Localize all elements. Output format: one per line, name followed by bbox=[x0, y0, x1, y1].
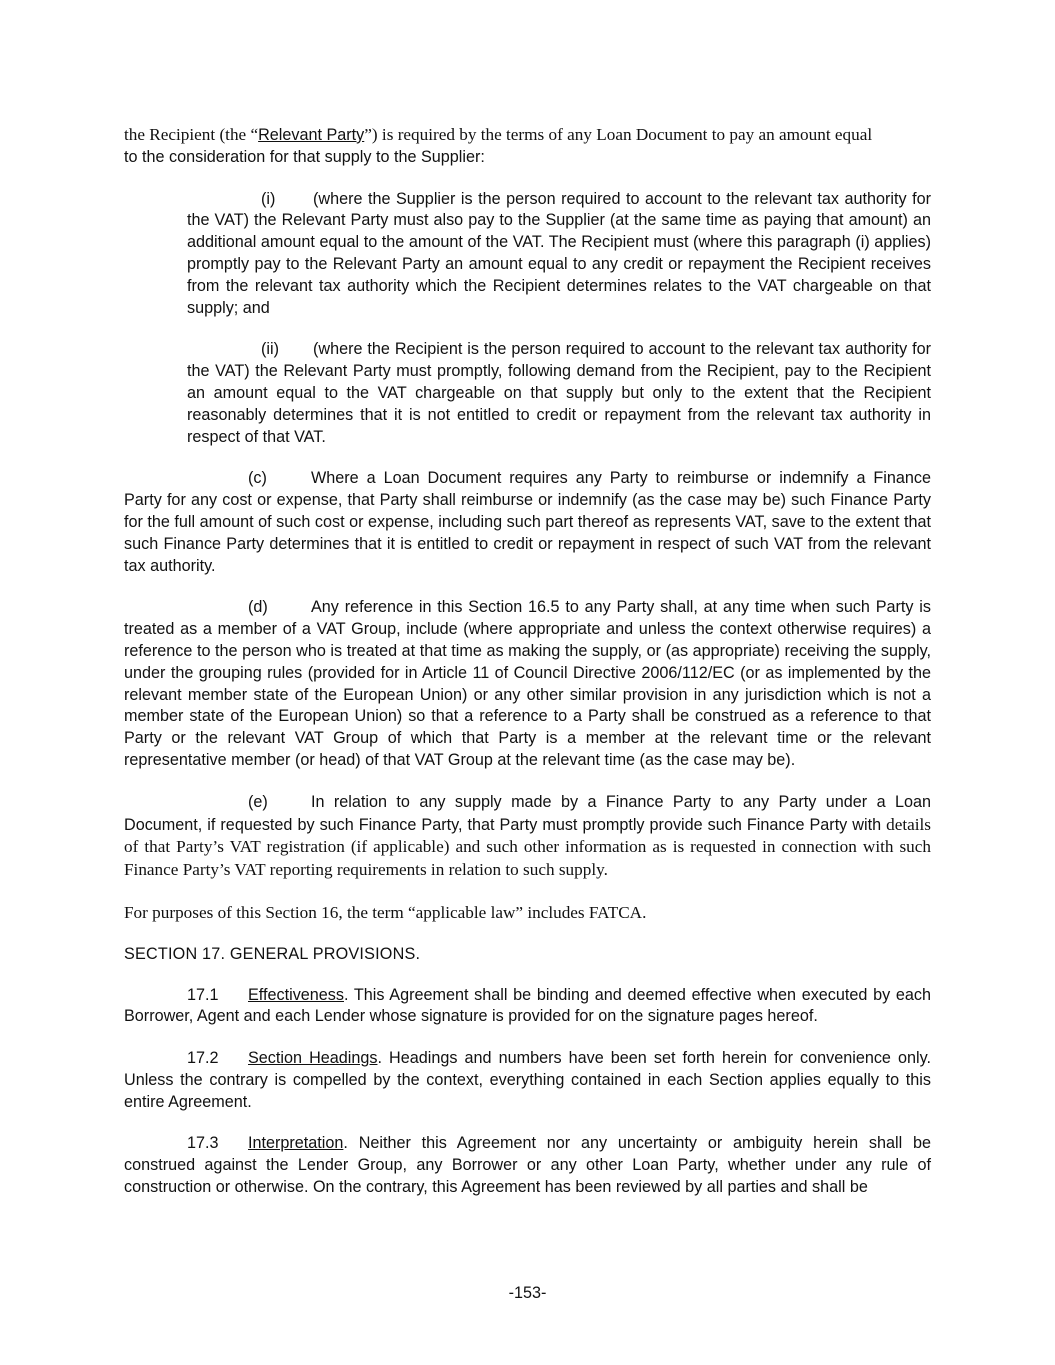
section-17-2-text: . Headings and numbers have been set forth herein for convenience only. Unless the contrary is compelled by the context, everything contained in each Section applies equally to this entire Agreement. bbox=[124, 1049, 931, 1111]
section-17-3 bbox=[124, 1133, 931, 1198]
clause-e-number: (e) bbox=[248, 792, 268, 811]
clause-e-text: In relation to any supply made by a Finance Party to any Party under a Loan Document, if requested by such Finance Party, that Party must promptly provide such Finance Party with bbox=[124, 792, 931, 834]
section-17-1-number: 17.1 bbox=[187, 985, 219, 1004]
section-17-3-number: 17.3 bbox=[187, 1134, 219, 1153]
clause-e-text-cont: details of that Party’s VAT registration (if applicable) and such other information as is requested in connection with such Finance Party’s VAT reporting requirements in relation to such supply. bbox=[124, 814, 931, 880]
section-17-2-title: Section Headings bbox=[248, 1049, 378, 1068]
item-i-text: (where the Supplier is the person required to account to the relevant tax authority for the VAT) the Relevant Party must also pay to the Supplier (at the same time as paying that amount) an additional amount equal to the amount of the VAT. The Recipient must (where this paragraph (i) applies) promptly pay to the Relevant Party an amount equal to any credit or repayment the Recipient receives from the relevant tax authority which the Recipient determines relates to the VAT chargeable on that supply; and bbox=[187, 189, 931, 317]
section-17-3-title: Interpretation bbox=[248, 1134, 344, 1153]
clause-d-text: Any reference in this Section 16.5 to any Party shall, at any time when such Party is treated as a member of a VAT Group, include (where appropriate and unless the context otherwise requires) a reference to the person who is treated at that time as making the supply, or (as appropriate) receiving the supply, under the grouping rules (provided for in Article 11 of Council Directive 2006/112/EC (or as implemented by the relevant member state of the European Union) or any other similar provision in any jurisdiction which is not a member state of the European Union) so that a reference to a Party shall be construed as a reference to that Party or the relevant VAT Group of which that Party is a member at the relevant time or the relevant representative member (or head) of that VAT Group at the relevant time (as the case may be). bbox=[124, 598, 931, 769]
section-17-3-text: . Neither this Agreement nor any uncertainty or ambiguity herein shall be construed against the Lender Group, any Borrower or any other Loan Party, whether under any rule of construction or otherwise. On the contrary, this Agreement has been reviewed by all parties and shall be bbox=[124, 1134, 931, 1197]
section-17-heading: SECTION 17. GENERAL PROVISIONS. bbox=[124, 944, 421, 963]
item-ii bbox=[187, 339, 931, 448]
clause-d bbox=[124, 597, 931, 771]
item-i-number: (i) bbox=[261, 189, 276, 208]
page-number: -153- bbox=[508, 1284, 547, 1302]
clause-c bbox=[124, 468, 931, 577]
relevant-party-term: Relevant Party bbox=[258, 126, 365, 144]
clause-e bbox=[124, 792, 931, 882]
section-17-1-text: . This Agreement shall be binding and deemed effective when executed by each Borrower, Agent and each Lender whose signature is provided for on the signature pages hereof. bbox=[124, 985, 931, 1026]
intro-line2: to the consideration for that supply to the Supplier: bbox=[124, 147, 485, 166]
section-17-2-number: 17.2 bbox=[187, 1049, 219, 1068]
section-17-1-title: Effectiveness bbox=[248, 985, 344, 1004]
intro-post: ”) is required by the terms of any Loan Document to pay an amount equal bbox=[364, 125, 873, 144]
document-page bbox=[124, 124, 931, 1219]
item-ii-text: (where the Recipient is the person required to account to the relevant tax authority for the VAT) the Relevant Party must promptly, following demand from the Recipient, pay to the Recipient an amount equal to the VAT chargeable on that supply but only to the extent that the Recipient reasonably determines that it is not entitled to credit or repayment from the relevant tax authority in respect of that VAT. bbox=[187, 340, 931, 446]
section-17-1 bbox=[124, 985, 931, 1029]
section-17-2 bbox=[124, 1048, 931, 1113]
clause-d-number: (d) bbox=[248, 598, 268, 617]
clause-c-number: (c) bbox=[248, 469, 267, 488]
item-i bbox=[187, 189, 931, 320]
intro-pre: the Recipient (the “ bbox=[124, 125, 259, 144]
fatca-paragraph: For purposes of this Section 16, the term “applicable law” includes FATCA. bbox=[124, 902, 647, 922]
clause-c-text: Where a Loan Document requires any Party to reimburse or indemnify a Finance Party for any cost or expense, that Party shall reimburse or indemnify (as the case may be) such Finance Party for the full amount of such cost or expense, including such part thereof as represents VAT, save to the extent that such Finance Party determines that it is entitled to credit or repayment in respect of such VAT from the relevant tax authority. bbox=[124, 469, 931, 575]
item-ii-number: (ii) bbox=[261, 340, 279, 359]
intro-paragraph bbox=[124, 124, 931, 169]
